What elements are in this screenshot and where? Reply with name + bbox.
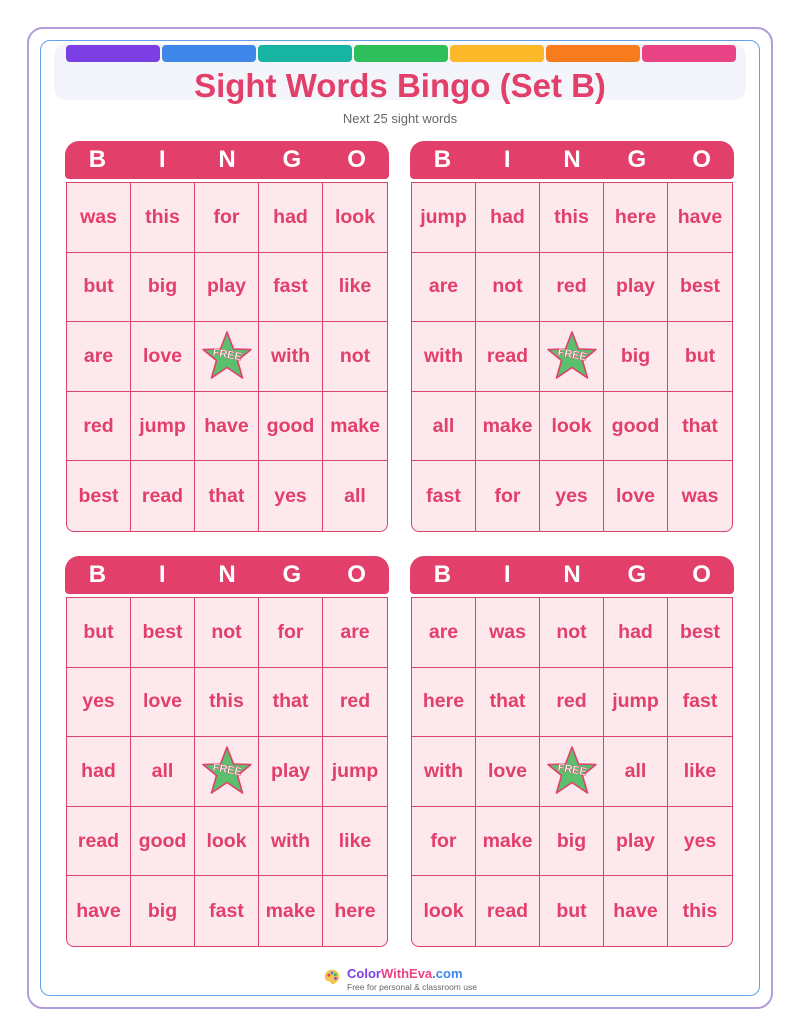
word-cell[interactable]: all [412,392,476,462]
word-cell[interactable]: best [131,598,195,668]
rainbow-stripe-bar [66,45,736,62]
word-cell[interactable]: with [412,322,476,392]
free-space[interactable] [195,737,259,807]
word-cell[interactable]: have [604,876,668,946]
word-cell[interactable]: that [259,668,323,738]
word-cell[interactable]: jump [604,668,668,738]
word-cell[interactable]: but [67,598,131,668]
bingo-letter: N [563,561,581,588]
color-stripe [66,45,160,62]
word-cell[interactable]: here [412,668,476,738]
word-cell[interactable]: are [412,253,476,323]
word-cell[interactable]: red [67,392,131,462]
word-cell[interactable]: best [67,461,131,531]
word-cell[interactable]: are [412,598,476,668]
page-title: Sight Words Bingo (Set B) [194,67,606,104]
bingo-letter: O [692,146,711,173]
word-cell[interactable]: not [323,322,387,392]
word-cell[interactable]: yes [67,668,131,738]
word-cell[interactable]: play [604,253,668,323]
star-icon [201,745,253,797]
bingo-header [410,556,734,594]
bingo-letter: O [347,561,366,588]
palette-icon [323,968,341,986]
bingo-card [65,141,389,537]
free-space[interactable] [540,737,604,807]
word-cell[interactable]: was [681,484,719,507]
footer-tagline: Free for personal & classroom use [347,982,477,992]
word-cell[interactable]: red [540,668,604,738]
bingo-card [410,556,734,952]
bingo-letter: N [218,561,236,588]
word-cell[interactable]: this [131,183,195,253]
star-icon [546,745,598,797]
bingo-letter: N [563,146,581,173]
footer [0,966,800,996]
word-cell[interactable]: this [195,668,259,738]
word-cell[interactable]: yes [668,807,732,877]
word-cell[interactable]: like [323,253,387,323]
bingo-letter: G [627,561,647,588]
word-cell[interactable]: yes [540,461,604,531]
word-cell[interactable]: fast [195,876,259,946]
bingo-letter: G [627,146,647,173]
footer-text [347,966,477,992]
color-stripe [354,45,448,62]
word-cell[interactable]: read [67,807,131,877]
word-cell[interactable]: for [259,598,323,668]
footer-brand[interactable] [323,966,477,992]
word-cell[interactable]: this [682,899,718,922]
bingo-letter: G [282,561,302,588]
word-cell[interactable]: good [131,807,195,877]
word-cell[interactable]: are [67,322,131,392]
word-cell[interactable]: had [476,183,540,253]
color-stripe [258,45,352,62]
word-cell[interactable]: read [476,322,540,392]
word-cell[interactable]: red [540,253,604,323]
word-cell[interactable]: like [668,737,732,807]
word-cell[interactable]: big [131,876,195,946]
word-cell[interactable]: make [323,392,387,462]
word-cell[interactable]: best [668,598,732,668]
word-cell[interactable]: jump [131,392,195,462]
page-subtitle: Next 25 sight words [342,111,458,126]
word-cell[interactable]: but [67,253,131,323]
color-stripe [162,45,256,62]
color-stripe [546,45,640,62]
free-space[interactable] [540,322,604,392]
word-cell[interactable]: had [259,183,323,253]
word-cell[interactable]: yes [259,461,323,531]
bingo-grid [411,182,733,532]
word-cell[interactable]: have [668,183,732,253]
bingo-letter: I [158,146,166,173]
word-cell[interactable]: was [67,183,131,253]
word-cell[interactable]: with [259,322,323,392]
word-cell[interactable]: play [259,737,323,807]
word-cell[interactable]: love [131,322,195,392]
word-cell[interactable]: look [412,876,476,946]
bingo-letter: N [218,146,236,173]
word-cell[interactable]: had [67,737,131,807]
bingo-grid [411,597,733,947]
word-cell[interactable]: that [195,461,259,531]
free-label: FREE [211,762,243,779]
free-label: FREE [556,762,588,779]
word-cell[interactable]: was [476,598,540,668]
word-cell[interactable]: but [668,322,732,392]
word-cell[interactable]: not [195,598,259,668]
free-label: FREE [556,347,588,364]
brand-name [347,966,477,982]
brand-part-color: Color [347,966,381,981]
word-cell[interactable]: read [476,876,540,946]
word-cell[interactable]: are [323,598,387,668]
bingo-card [410,141,734,537]
word-cell[interactable]: for [195,183,259,253]
word-cell[interactable]: this [540,183,604,253]
word-cell[interactable]: jump [323,737,387,807]
bingo-letter: B [88,146,107,173]
word-cell[interactable]: play [604,807,668,877]
bingo-letter: G [282,146,302,173]
word-cell[interactable]: make [476,807,540,877]
word-cell[interactable]: had [604,598,668,668]
bingo-letter: I [503,146,511,173]
word-cell[interactable]: not [476,253,540,323]
star-icon [546,330,598,382]
word-cell[interactable]: all [131,737,195,807]
bingo-letter: B [88,561,107,588]
word-cell[interactable]: look [195,807,259,877]
word-cell[interactable]: with [259,807,323,877]
free-space[interactable] [195,322,259,392]
star-icon [201,330,253,382]
word-cell[interactable]: best [668,253,732,323]
color-stripe [642,45,736,62]
word-cell[interactable]: for [412,807,476,877]
bingo-header [65,556,389,594]
word-cell[interactable]: red [323,668,387,738]
bingo-header [410,141,734,179]
word-cell[interactable]: big [604,322,668,392]
brand-part-witheva: WithEva [380,966,433,981]
color-stripe [450,45,544,62]
word-cell[interactable]: fast [412,461,476,531]
bingo-letter: B [433,146,452,173]
word-cell[interactable]: love [476,737,540,807]
word-cell[interactable]: that [476,668,540,738]
word-cell[interactable]: good [259,392,323,462]
word-cell[interactable]: have [195,392,259,462]
word-cell[interactable]: play [195,253,259,323]
word-cell[interactable]: all [344,484,366,507]
word-cell[interactable]: look [540,392,604,462]
bingo-letter: O [347,146,366,173]
word-cell[interactable]: fast [668,668,732,738]
word-cell[interactable]: all [604,737,668,807]
word-cell[interactable]: big [131,253,195,323]
bingo-letter: B [433,561,452,588]
word-cell[interactable]: have [67,876,131,946]
word-cell[interactable]: for [476,461,540,531]
brand-part-domain: .com [432,966,463,981]
word-cell[interactable]: not [540,598,604,668]
word-cell[interactable]: fast [259,253,323,323]
bingo-letter: O [692,561,711,588]
bingo-letter: I [503,561,511,588]
word-cell[interactable]: good [604,392,668,462]
word-cell[interactable]: love [604,461,668,531]
bingo-grid [66,597,388,947]
word-cell[interactable]: here [334,899,376,922]
free-label: FREE [211,347,243,364]
word-cell[interactable]: big [540,807,604,877]
bingo-grid [66,182,388,532]
word-cell[interactable]: like [323,807,387,877]
bingo-card [65,556,389,952]
bingo-letter: I [158,561,166,588]
word-cell[interactable]: make [476,392,540,462]
word-cell[interactable]: jump [412,183,476,253]
word-cell[interactable]: here [604,183,668,253]
word-cell[interactable]: love [131,668,195,738]
word-cell[interactable]: make [259,876,323,946]
word-cell[interactable]: that [668,392,732,462]
word-cell[interactable]: but [540,876,604,946]
word-cell[interactable]: read [131,461,195,531]
word-cell[interactable]: with [412,737,476,807]
word-cell[interactable]: look [323,183,387,253]
bingo-header [65,141,389,179]
